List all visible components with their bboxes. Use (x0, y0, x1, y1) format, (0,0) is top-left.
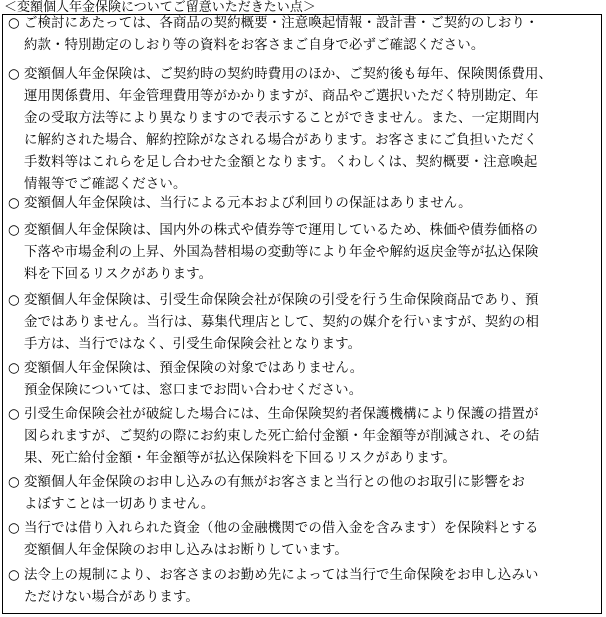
notice-item (8, 64, 600, 196)
bullet-circle-icon: ○ (8, 521, 20, 536)
bullet-circle-icon: ○ (8, 475, 20, 490)
notice-line: 預金保険については、窓口までお問い合わせください。 (24, 383, 363, 398)
notice-line: ただけない場合があります。 (24, 590, 199, 605)
notice-item (8, 565, 600, 609)
notice-item (8, 290, 600, 356)
notice-line: 手数料等はこれらを足し合わせた金額となります。くわしくは、契約概要・注意喚起 (24, 155, 538, 170)
bullet-circle-icon: ○ (8, 407, 20, 422)
notice-line: 変額個人年金保険は、預金保険の対象ではありません。 (24, 361, 364, 376)
notice-item (8, 518, 600, 562)
notice-line: 金ではありません。当行は、募集代理店として、契約の媒介を行いますが、契約の相 (24, 315, 540, 330)
bullet-circle-icon: ○ (8, 568, 20, 583)
notice-line: ご検討にあたっては、各商品の契約概要・注意喚起情報・設計書・ご契約のしおり・ (24, 16, 539, 31)
bullet-circle-icon: ○ (8, 361, 20, 376)
notice-line: 変額個人年金保険のお申し込みの有無がお客さまと当行との他のお取引に影響をお (24, 475, 526, 490)
bullet-circle-icon: ○ (8, 196, 20, 211)
notice-line: 下落や市場金利の上昇、外国為替相場の変動等により年金や解約返戻金等が払込保険 (24, 245, 539, 260)
notice-line: に解約された場合、解約控除がなされる場合があります。お客さまにご負担いただく (24, 133, 538, 148)
notice-line: 変額個人年金保険は、当行による元本および利回りの保証はありません。 (24, 196, 472, 211)
notice-line: 運用関係費用、年金管理費用等がかかりますが、商品やご選択いただく特別勘定、年 (24, 89, 539, 104)
notice-line: 当行では借り入れられた資金（他の金融機関での借入金を含みます）を保険料とする (24, 521, 539, 536)
notice-item (8, 193, 600, 215)
notice-line: 変額個人年金保険は、引受生命保険会社が保険の引受を行う生命保険商品であり、預 (24, 293, 539, 308)
notice-heading: ＜変額個人年金保険についてご留意いただきたい点＞ (4, 0, 316, 15)
notice-line: よぼすことは一切ありません。 (24, 497, 215, 512)
notice-item (8, 472, 600, 516)
notice-item (8, 404, 600, 470)
notice-line: 果、死亡給付金額・年金額等が払込保険料を下回るリスクがあります。 (24, 451, 456, 466)
bullet-circle-icon: ○ (8, 67, 20, 82)
notice-item (8, 220, 600, 286)
notice-line: 変額個人年金保険は、国内外の株式や債券等で運用しているため、株価や債券価格の (24, 223, 539, 238)
notice-line: 料を下回るリスクがあります。 (24, 267, 213, 282)
notice-item (8, 358, 600, 402)
bullet-circle-icon: ○ (8, 293, 20, 308)
notice-line: 変額個人年金保険は、ご契約時の契約時費用のほか、ご契約後も毎年、保険関係費用、 (24, 67, 553, 82)
notice-line: 図られますが、ご契約の際にお約束した死亡給付金額・年金額等が削減され、その結 (24, 429, 540, 444)
notice-item (8, 13, 600, 57)
notice-box (2, 14, 602, 614)
bullet-circle-icon: ○ (8, 223, 20, 238)
bullet-circle-icon: ○ (8, 16, 20, 31)
notice-line: 約款・特別勘定のしおり等の資料をお客さまご自身で必ずご確認ください。 (24, 38, 485, 53)
notice-line: 法令上の規制により、お客さまのお勤め先によっては当行で生命保険をお申し込みい (24, 568, 539, 583)
notice-line: 引受生命保険会社が破綻した場合には、生命保険契約者保護機構により保護の措置が (24, 407, 539, 422)
notice-line: 変額個人年金保険のお申し込みはお断りしています。 (24, 543, 348, 558)
notice-line: 手方は、当行ではなく、引受生命保険会社となります。 (24, 337, 362, 352)
notice-line: 情報等でご確認ください。 (24, 177, 187, 192)
notice-line: 金の受取方法等により異なりますので表示することができません。また、一定期間内 (24, 111, 540, 126)
